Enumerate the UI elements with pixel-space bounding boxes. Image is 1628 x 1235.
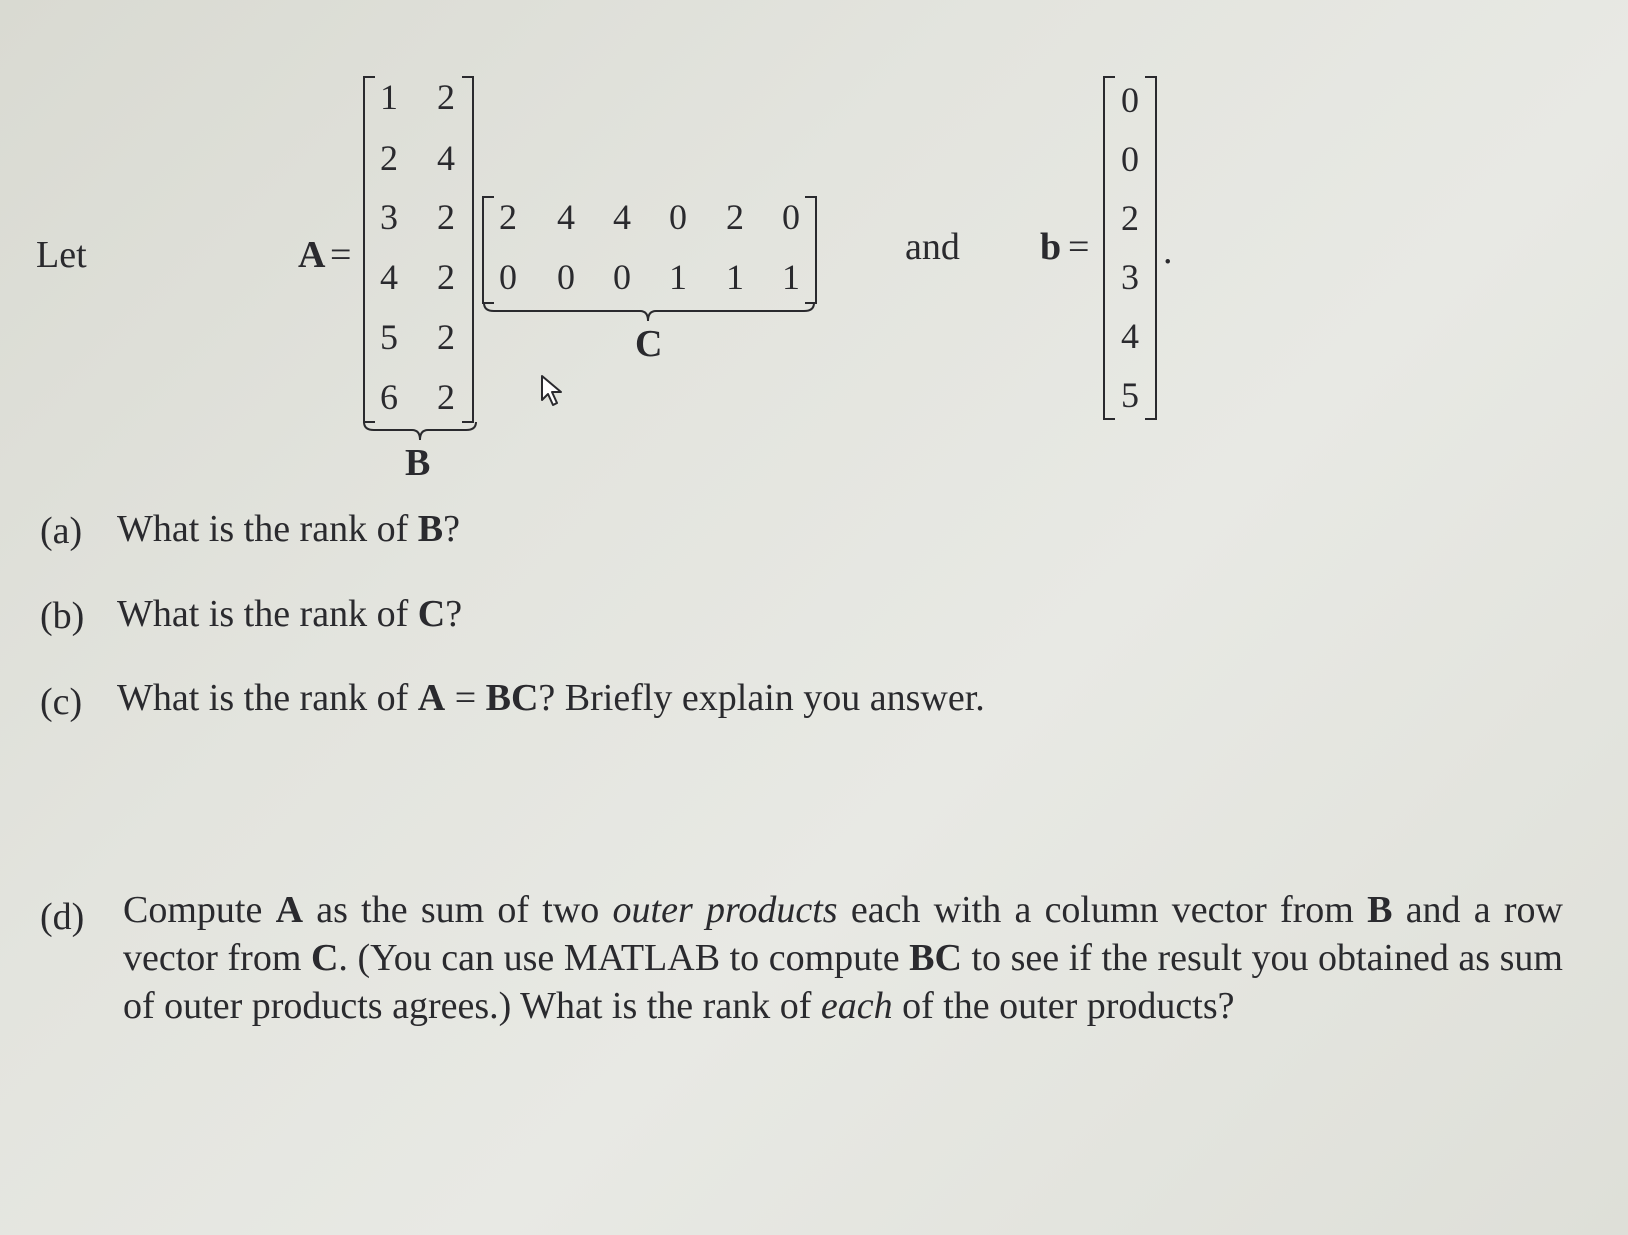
matrix-c-cell: 0	[782, 197, 800, 237]
vector-b-right-bracket	[1145, 76, 1157, 420]
question-b-label: (b)	[40, 595, 85, 637]
matrix-c-cell: 4	[613, 197, 631, 237]
matrix-c-cell: 1	[669, 257, 687, 297]
matrix-b-cell: 5	[380, 317, 398, 357]
matrix-c-cell: 1	[782, 257, 800, 297]
matrix-b-label: B	[405, 442, 431, 484]
vector-b-cell: 0	[1121, 80, 1139, 120]
vector-b-symbol: b	[1040, 226, 1062, 268]
matrix-b-cell: 2	[437, 77, 455, 117]
matrix-b-cell: 1	[380, 77, 398, 117]
vector-b-cell: 5	[1121, 375, 1139, 415]
matrix-c-cell: 1	[726, 257, 744, 297]
and-word: and	[905, 226, 960, 268]
matrix-c-cell: 0	[557, 257, 575, 297]
matrix-b-cell: 6	[380, 377, 398, 417]
matrix-b-cell: 4	[437, 138, 455, 178]
period: .	[1163, 230, 1173, 272]
matrix-b-cell: 3	[380, 197, 398, 237]
question-d-label: (d)	[40, 896, 85, 938]
matrix-b-right-bracket	[462, 76, 474, 423]
matrix-c-cell: 0	[613, 257, 631, 297]
question-a-label: (a)	[40, 510, 83, 552]
question-c-label: (c)	[40, 681, 83, 723]
matrix-c-cell: 0	[499, 257, 517, 297]
vector-b-cell: 3	[1121, 257, 1139, 297]
matrix-b-cell: 2	[437, 257, 455, 297]
matrix-b-left-bracket	[363, 76, 375, 423]
matrix-b-cell: 2	[380, 138, 398, 178]
equals-sign: =	[330, 234, 352, 276]
matrix-b-cell: 2	[437, 317, 455, 357]
mouse-cursor-icon	[540, 374, 566, 408]
question-b-text: What is the rank of C?	[117, 593, 463, 635]
question-d-text: Compute A as the sum of two outer products each with a column vector from B and a row vector from C. (You can use MATLAB to compute BC to see if the result you obtained as sum of outer products agrees.) What is the rank of each of the outer products?	[123, 889, 1563, 1027]
vector-b-cell: 2	[1121, 198, 1139, 238]
matrix-b-cell: 2	[437, 377, 455, 417]
matrix-c-cell: 2	[499, 197, 517, 237]
matrix-c-cell: 0	[669, 197, 687, 237]
let-word: Let	[36, 234, 87, 276]
matrix-b-cell: 2	[437, 197, 455, 237]
vector-b-cell: 4	[1121, 316, 1139, 356]
question-c-text: What is the rank of A = BC? Briefly explain you answer.	[117, 677, 985, 719]
matrix-c-cell: 2	[726, 197, 744, 237]
vector-b-cell: 0	[1121, 139, 1139, 179]
matrix-b-cell: 4	[380, 257, 398, 297]
matrix-c-cell: 4	[557, 197, 575, 237]
vector-b-left-bracket	[1103, 76, 1115, 420]
equals-sign: =	[1068, 226, 1090, 268]
matrix-a-symbol: A	[298, 234, 326, 276]
question-a-text: What is the rank of B?	[117, 508, 460, 550]
matrix-c-label: C	[635, 323, 663, 365]
